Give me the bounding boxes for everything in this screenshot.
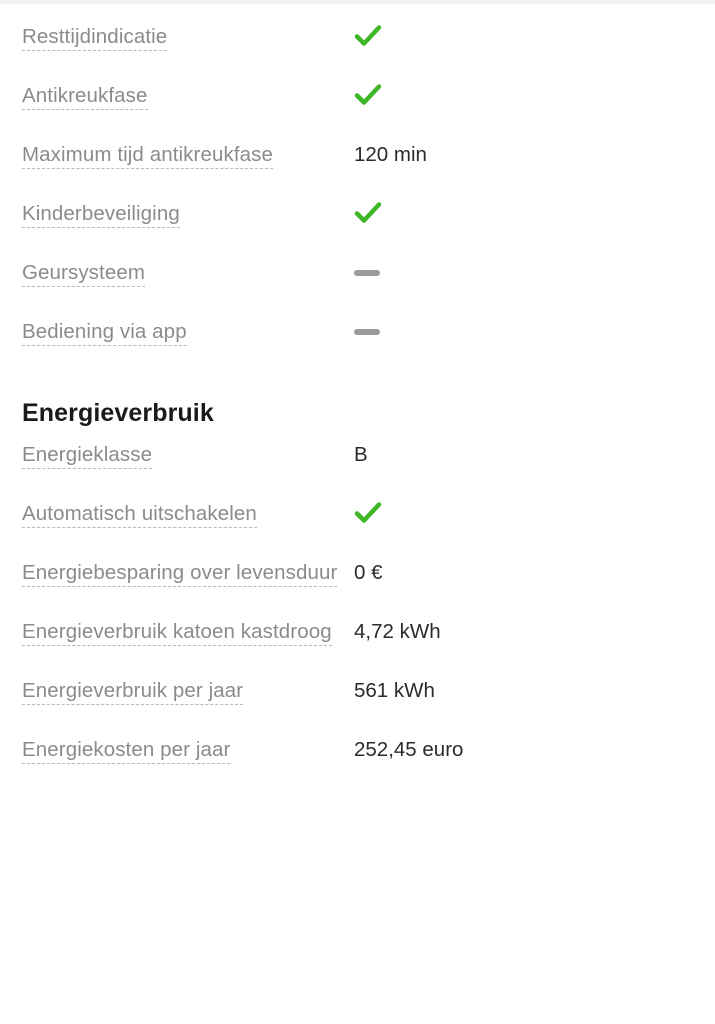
spec-row [0,254,715,291]
spec-label [22,495,340,532]
spec-row [0,672,715,709]
spec-row [0,77,715,114]
spec-label-text: Energieverbruik per jaar [22,679,243,705]
spec-label [22,136,340,173]
spec-label [22,554,340,591]
spec-row [0,495,715,532]
spec-label-text: Energieklasse [22,443,152,469]
spec-value [340,495,693,532]
spec-value: 4,72 kWh [354,620,441,643]
spec-value [340,195,693,232]
spec-label [22,436,340,473]
check-icon [354,18,382,55]
top-divider [0,0,715,4]
spec-value: 252,45 euro [354,738,464,761]
spec-label-text: Kinderbeveiliging [22,202,180,228]
spec-row [0,313,715,350]
spec-label [22,313,340,350]
spec-label [22,731,340,768]
check-icon [354,195,382,232]
spec-label [22,77,340,114]
spec-row [0,436,715,473]
section-heading: Energieverbruik [22,399,214,427]
spec-label-text: Energieverbruik katoen kastdroog [22,620,332,646]
spec-label-text: Energiekosten per jaar [22,738,230,764]
spec-row [0,554,715,591]
spec-label [22,195,340,232]
spec-value [340,254,693,291]
spec-value [340,313,693,350]
spec-value: 120 min [354,143,427,166]
spec-value: 561 kWh [354,679,435,702]
spec-value [340,77,693,114]
spec-label-text: Bediening via app [22,320,187,346]
spec-label-text: Energiebesparing over levensduur [22,561,337,587]
spec-label-text: Maximum tijd antikreukfase [22,143,273,169]
spec-label [22,18,340,55]
spec-value [340,18,693,55]
spec-row [0,613,715,650]
check-icon [354,77,382,114]
dash-icon [354,329,380,335]
spec-row [0,195,715,232]
spec-value: B [354,443,368,466]
spec-row [0,136,715,173]
spec-row [0,731,715,768]
spec-label [22,672,340,709]
check-icon [354,495,382,532]
spec-label-text: Automatisch uitschakelen [22,502,257,528]
spec-label-text: Geursysteem [22,261,145,287]
spec-label-text: Antikreukfase [22,84,148,110]
spec-label [22,254,340,291]
spec-row [0,18,715,55]
spec-value: 0 € [354,561,383,584]
spec-label [22,613,340,650]
spec-label-text: Resttijdindicatie [22,25,167,51]
dash-icon [354,270,380,276]
